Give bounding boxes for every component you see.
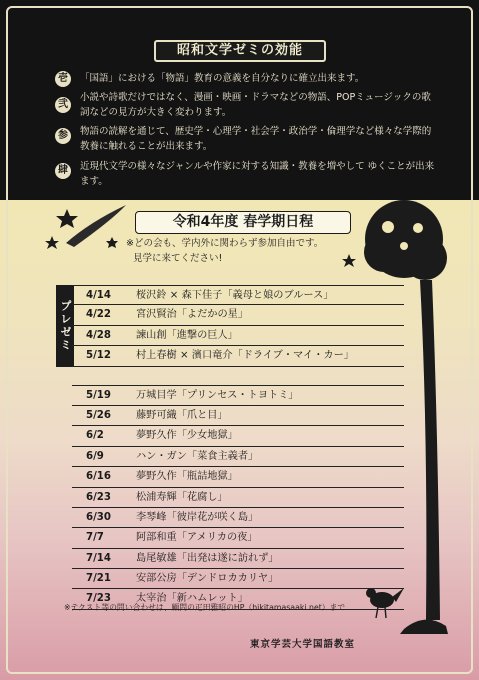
row-date: 7/14 — [86, 552, 111, 564]
schedule-table — [72, 285, 404, 610]
badge-4: 肆 — [55, 163, 71, 179]
row-date: 6/23 — [86, 491, 111, 503]
table-row — [72, 467, 404, 487]
row-title: 万城目学「プリンセス・トヨトミ」 — [136, 389, 299, 401]
row-date: 7/21 — [86, 573, 111, 585]
pre-seminar-label: プレゼミ — [56, 285, 74, 367]
row-title: 夢野久作「瓶詰地獄」 — [136, 471, 238, 483]
row-title: 島尾敏雄「出発は遂に訪れず」 — [136, 552, 279, 564]
table-row — [72, 406, 404, 426]
note-line-1: ※どの会も、学内外に関わらず参加自由です。 — [126, 238, 324, 249]
table-row — [72, 326, 404, 346]
row-title: 藤野可織「爪と目」 — [136, 409, 228, 421]
row-date: 4/22 — [86, 309, 111, 321]
badge-2: 弐 — [55, 97, 71, 113]
effect-1: 「国語」における「物語」教育の意義を自分なりに確立出来ます。 — [80, 73, 365, 84]
table-row — [72, 386, 404, 406]
table-row — [72, 508, 404, 528]
row-date: 5/26 — [86, 409, 111, 421]
page-title: 昭和文学ゼミの効能 — [154, 40, 326, 62]
table-row — [72, 528, 404, 548]
table-row — [72, 488, 404, 508]
row-date: 7/7 — [86, 532, 104, 544]
row-date: 4/14 — [86, 290, 111, 301]
effect-2: 小説や詩歌だけではなく、漫画・映画・ドラマなどの物語、POPミュージックの歌詞などの見方が大きく変わります。 — [80, 92, 431, 118]
badge-1: 壱 — [55, 71, 71, 87]
row-date: 5/12 — [86, 350, 111, 362]
row-date: 5/19 — [86, 389, 111, 401]
effect-3: 物語の読解を通じて、歴史学・心理学・社会学・政治学・倫理学など様々な学際的教養に触れることが出来ます。 — [80, 126, 432, 152]
row-date: 7/23 — [86, 593, 111, 605]
row-title: 松浦寿輝「花腐し」 — [136, 491, 228, 503]
row-date: 4/28 — [86, 329, 111, 341]
table-row — [72, 285, 404, 305]
effect-4: 近現代文学の様々なジャンルや作家に対する知識・教養を増やして ゆくことが出来ます。 — [80, 161, 435, 187]
university-name: 東京学芸大学国語教室 — [250, 639, 356, 650]
row-title: 李琴峰「彼岸花が咲く島」 — [136, 511, 259, 523]
table-row — [72, 346, 404, 366]
row-title: 夢野久作「少女地獄」 — [136, 430, 238, 442]
row-title: 宮沢賢治「よだかの星」 — [136, 309, 249, 321]
table-divider — [72, 367, 404, 386]
note-line-2: 見学に来てください! — [133, 253, 223, 264]
row-title: ハン・ガン「菜食主義者」 — [136, 450, 259, 462]
badge-3: 参 — [55, 128, 71, 144]
table-row — [72, 426, 404, 446]
row-date: 6/9 — [86, 450, 104, 462]
table-row — [72, 569, 404, 589]
row-title: 諫山創「進撃の巨人」 — [136, 329, 238, 341]
table-row — [72, 305, 404, 325]
table-row — [72, 447, 404, 467]
row-title: 阿部和重「アメリカの夜」 — [136, 532, 258, 544]
row-title: 桜沢鈴 × 森下佳子「義母と娘のブルース」 — [136, 290, 334, 301]
row-date: 6/16 — [86, 471, 111, 483]
row-title: 村上春樹 × 濱口竜介「ドライブ・マイ・カー」 — [136, 350, 354, 362]
row-date: 6/2 — [86, 430, 104, 442]
contact-footnote: ※テクスト等の問い合わせは、顧問の疋田雅昭のHP（hikitamasaaki.net）まで — [64, 603, 346, 612]
row-title: 太宰治「新ハムレット」 — [136, 593, 248, 605]
table-row — [72, 549, 404, 569]
row-date: 6/30 — [86, 511, 111, 523]
schedule-title: 令和4年度 春学期日程 — [135, 211, 351, 234]
row-title: 安部公房「デンドロカカリヤ」 — [136, 573, 279, 585]
